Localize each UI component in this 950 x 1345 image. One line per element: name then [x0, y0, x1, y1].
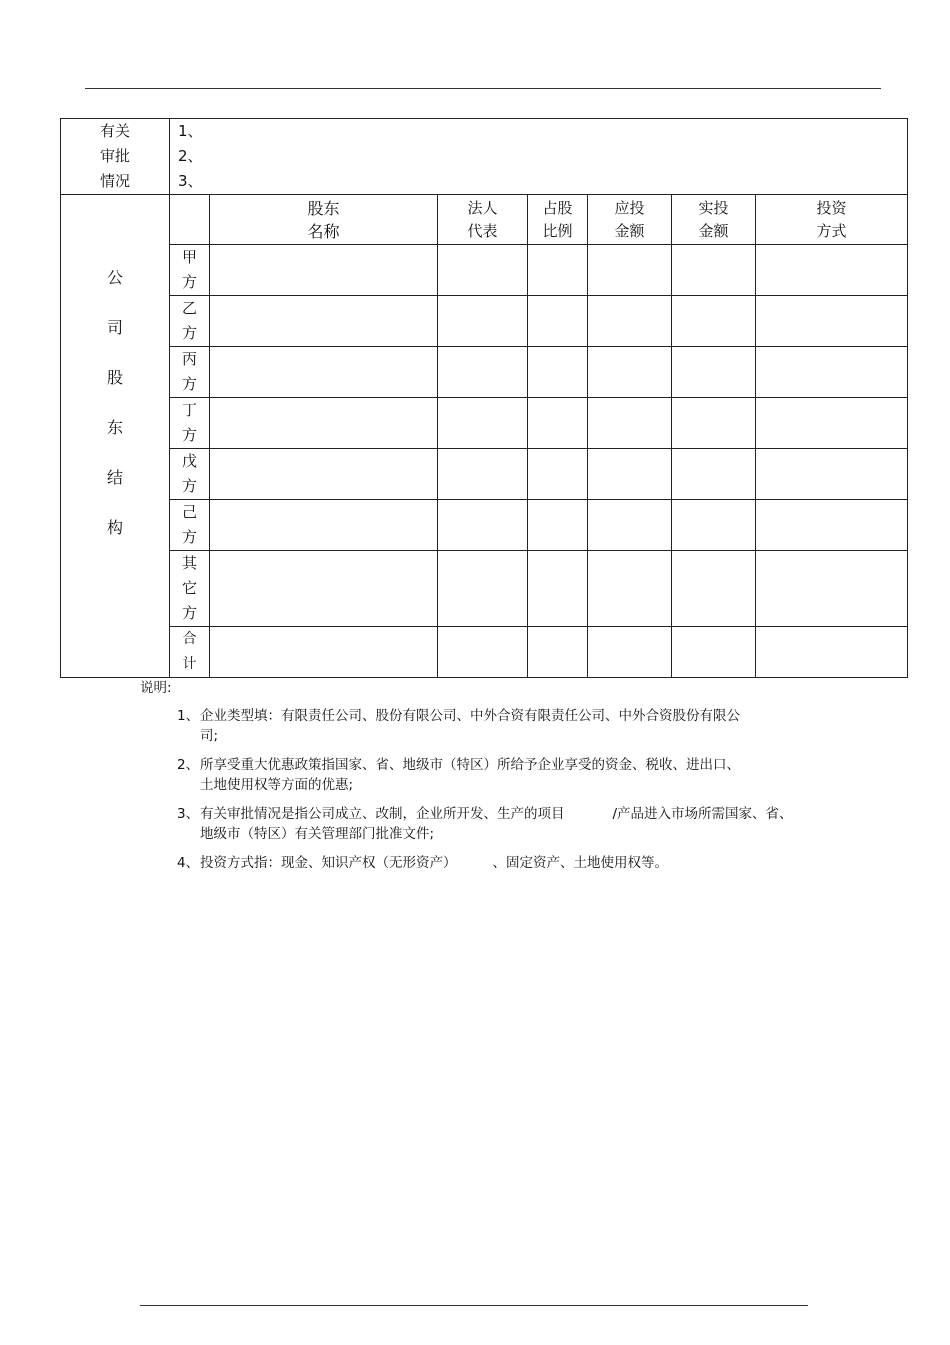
total-row — [61, 627, 908, 678]
name-cell[interactable] — [210, 245, 438, 296]
approval-items-field[interactable] — [170, 119, 908, 195]
legal-rep-cell[interactable] — [438, 449, 528, 500]
method-cell[interactable] — [756, 627, 908, 678]
paid-cell[interactable] — [672, 296, 756, 347]
approval-item: 1、 — [178, 122, 203, 140]
note-item: 3、 有关审批情况是指公司成立、改制，企业所开发、生产的项目 /产品进入市场所需国家、省、 地级市（特区）有关管理部门批准文件; — [177, 806, 793, 842]
approval-row — [61, 119, 908, 195]
shareholder-header-row — [61, 195, 908, 245]
name-cell[interactable] — [210, 296, 438, 347]
subscribed-cell[interactable] — [588, 500, 672, 551]
subscribed-cell[interactable] — [588, 449, 672, 500]
paid-cell[interactable] — [672, 347, 756, 398]
subscribed-cell[interactable] — [588, 627, 672, 678]
party-label-total: 合 计 — [170, 627, 210, 678]
note-item: 2、 所享受重大优惠政策指国家、省、地级市（特区）所给予企业享受的资金、税收、进出口、 土地使用权等方面的优惠; — [177, 757, 740, 793]
table-row — [61, 449, 908, 500]
note-item: 1、 企业类型填：有限责任公司、股份有限公司、中外合资有限责任公司、中外合资股份有限公 司; — [177, 708, 740, 744]
subscribed-cell[interactable] — [588, 551, 672, 627]
paid-cell[interactable] — [672, 398, 756, 449]
table-row — [61, 245, 908, 296]
name-cell[interactable] — [210, 449, 438, 500]
header-legal-rep: 法人 代表 — [438, 195, 528, 245]
notes-title: 说明: — [140, 680, 172, 696]
share-ratio-cell[interactable] — [528, 449, 588, 500]
share-ratio-cell[interactable] — [528, 627, 588, 678]
header-blank-cell — [170, 195, 210, 245]
method-cell[interactable] — [756, 347, 908, 398]
method-cell[interactable] — [756, 398, 908, 449]
party-label-bing: 丙 方 — [170, 347, 210, 398]
share-ratio-cell[interactable] — [528, 245, 588, 296]
paid-cell[interactable] — [672, 627, 756, 678]
paid-cell[interactable] — [672, 551, 756, 627]
party-label-jia: 甲 方 — [170, 245, 210, 296]
party-label-wu: 戊 方 — [170, 449, 210, 500]
party-label-other: 其 它 方 — [170, 551, 210, 627]
method-cell[interactable] — [756, 500, 908, 551]
legal-rep-cell[interactable] — [438, 551, 528, 627]
party-label-yi: 乙 方 — [170, 296, 210, 347]
paid-cell[interactable] — [672, 245, 756, 296]
header-share-ratio: 占股 比例 — [528, 195, 588, 245]
header-shareholder-name: 股东 名称 — [210, 195, 438, 245]
table-row — [61, 500, 908, 551]
subscribed-cell[interactable] — [588, 347, 672, 398]
note-item: 4、 投资方式指：现金、知识产权（无形资产） 、固定资产、土地使用权等。 — [177, 855, 668, 871]
notes-section — [140, 678, 860, 882]
approval-item: 3、 — [178, 172, 203, 190]
party-label-ji: 己 方 — [170, 500, 210, 551]
shareholder-form-table — [60, 118, 908, 678]
name-cell[interactable] — [210, 627, 438, 678]
name-cell[interactable] — [210, 551, 438, 627]
footer-rule — [140, 1305, 808, 1306]
name-cell[interactable] — [210, 347, 438, 398]
header-rule — [85, 88, 881, 89]
method-cell[interactable] — [756, 449, 908, 500]
name-cell[interactable] — [210, 398, 438, 449]
share-ratio-cell[interactable] — [528, 551, 588, 627]
approval-label: 有关 审批 情况 — [61, 119, 170, 195]
method-cell[interactable] — [756, 245, 908, 296]
paid-cell[interactable] — [672, 500, 756, 551]
legal-rep-cell[interactable] — [438, 398, 528, 449]
method-cell[interactable] — [756, 551, 908, 627]
table-row — [61, 296, 908, 347]
header-paid-amount: 实投 金额 — [672, 195, 756, 245]
subscribed-cell[interactable] — [588, 245, 672, 296]
legal-rep-cell[interactable] — [438, 245, 528, 296]
paid-cell[interactable] — [672, 449, 756, 500]
party-label-ding: 丁 方 — [170, 398, 210, 449]
name-cell[interactable] — [210, 500, 438, 551]
table-row — [61, 347, 908, 398]
approval-item: 2、 — [178, 147, 203, 165]
method-cell[interactable] — [756, 296, 908, 347]
share-ratio-cell[interactable] — [528, 296, 588, 347]
shareholder-structure-label: 公 司 股 东 结 构 — [61, 195, 170, 678]
legal-rep-cell[interactable] — [438, 627, 528, 678]
legal-rep-cell[interactable] — [438, 347, 528, 398]
subscribed-cell[interactable] — [588, 398, 672, 449]
legal-rep-cell[interactable] — [438, 296, 528, 347]
share-ratio-cell[interactable] — [528, 398, 588, 449]
table-row — [61, 398, 908, 449]
share-ratio-cell[interactable] — [528, 347, 588, 398]
subscribed-cell[interactable] — [588, 296, 672, 347]
table-row — [61, 551, 908, 627]
header-subscribed-amount: 应投 金额 — [588, 195, 672, 245]
legal-rep-cell[interactable] — [438, 500, 528, 551]
header-investment-method: 投资 方式 — [756, 195, 908, 245]
share-ratio-cell[interactable] — [528, 500, 588, 551]
